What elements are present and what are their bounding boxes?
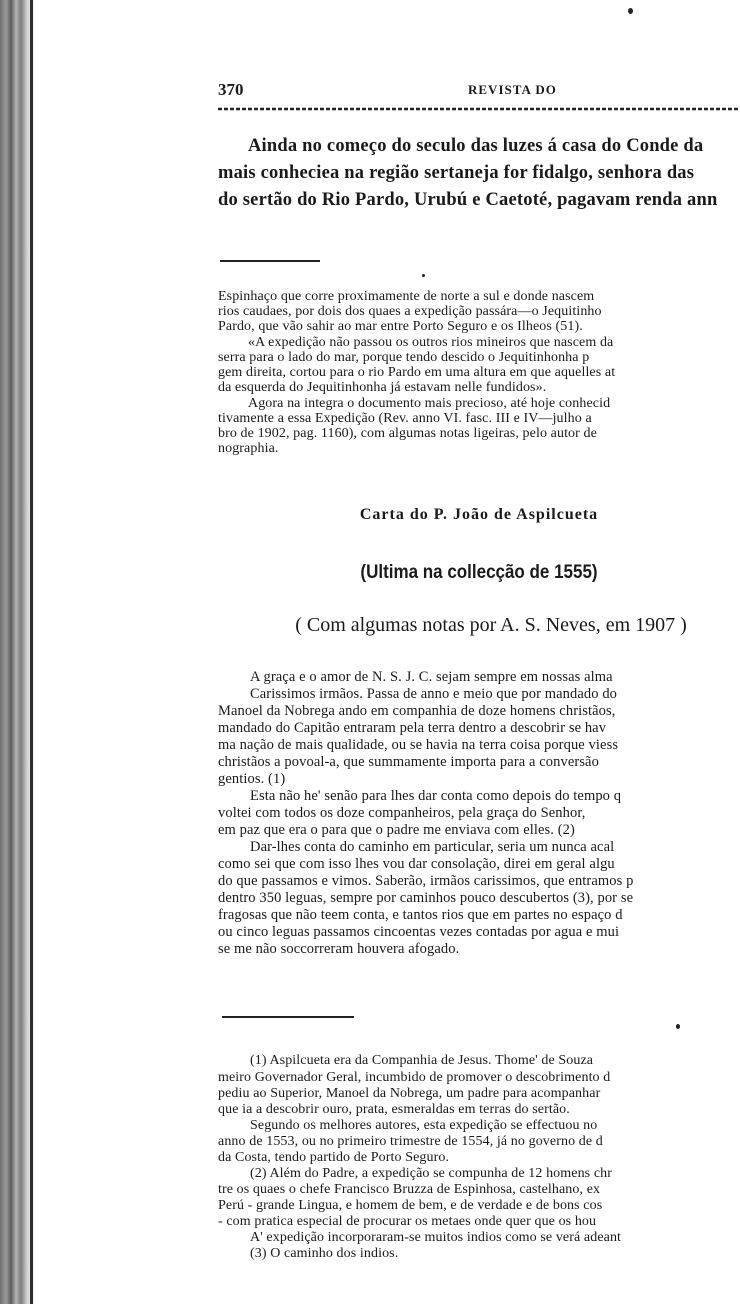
footnote-line: rios caudaes, por dois dos quaes a expedição passára—o Jequitinho [218, 305, 602, 319]
footnote-line: «A expedição não passou os outros rios mineiros que nascem da [248, 336, 614, 350]
lead-line: Ainda no começo do seculo das luzes á casa do Conde da [248, 136, 704, 156]
footnote-line: (1) Aspilcueta era da Companhia de Jesus. Thome' de Souza [250, 1054, 594, 1068]
body-line: ma nação de mais qualidade, ou se havia na terra coisa porque viess [218, 738, 619, 753]
body-line: mandado do Capitão entraram pela terra dentro a descobrir se hav [218, 721, 607, 736]
body-line: fragosas que não teem conta, e tantos rios que em partes no espaço d [218, 908, 623, 923]
spine-shadow-line [30, 0, 33, 1304]
body-line: se me não soccorreram houvera afogado. [218, 942, 460, 957]
footnote-line: Segundo os melhores autores, esta expedição se effectuou no [250, 1119, 598, 1133]
footnote-line: A' expedição incorporaram-se muitos indios como se verá adeant [250, 1231, 622, 1245]
body-line: Dar-lhes conta do caminho em particular, seria um nunca acal [250, 840, 615, 855]
footnote-line: tivamente a essa Expedição (Rev. anno VI. fasc. III e IV—julho a [218, 412, 592, 426]
footnote-line: (2) Além do Padre, a expedição se compunha de 12 homens chr [250, 1167, 613, 1181]
footnote-separator [220, 260, 320, 262]
ink-speck [628, 8, 633, 14]
ink-speck [422, 274, 425, 277]
header-rule [218, 106, 740, 112]
footnote-line: bro de 1902, pag. 1160), com algumas notas ligeiras, pelo autor de [218, 427, 597, 441]
running-head: REVISTA DO [468, 82, 557, 97]
body-line: Esta não he' senão para lhes dar conta como depois do tempo q [250, 789, 622, 804]
body-line: gentios. (1) [218, 772, 286, 787]
footnote-line: Pardo, que vão sahir ao mar entre Porto Seguro e os Ilheos (51). [218, 320, 583, 334]
body-line: em paz que era o para que o padre me enviava com elles. (2) [218, 823, 575, 838]
footnote-line: da esquerda do Jequitinhonha já estavam nelle fundidos». [218, 381, 547, 395]
body-line: ou cinco leguas passamos cincoentas vezes contadas por agua e mui [218, 925, 620, 940]
body-line: christãos a povoal-a, que summamente importa para a conversão [218, 755, 599, 770]
footnote-line: Agora na integra o documento mais precioso, até hoje conhecid [248, 397, 611, 411]
letter-subtitle: (Ultima na collecção de 1555) [360, 560, 598, 583]
lead-line: mais conheciea na região sertaneja for fidalgo, senhora das [218, 163, 695, 183]
footnote-line: pediu ao Superior, Manoel da Nobrega, um padre para acompanhar [218, 1087, 601, 1101]
footnote-line: nographia. [218, 442, 279, 456]
footnote-line: que ia a descobrir ouro, prata, esmeraldas em terras do sertão. [218, 1103, 570, 1117]
footnote-line: gem direita, cortou para o rio Pardo em uma altura em que aquelles at [218, 366, 616, 380]
body-line: do que passamos e vimos. Saberão, irmãos carissimos, que entramos p [218, 874, 634, 889]
letter-notes-credit: ( Com algumas notas por A. S. Neves, em 1907 ) [295, 614, 687, 636]
lead-line: do sertão do Rio Pardo, Urubú e Caetoté, pagavam renda ann [218, 190, 718, 210]
footnote-line: Perú - grande Lingua, e homem de bem, e de verdade e de bons cos [218, 1199, 603, 1213]
footnote-line: Espinhaço que corre proximamente de norte a sul e donde nascem [218, 290, 595, 304]
page-number: 370 [218, 80, 244, 99]
footnote-line: - com pratica especial de procurar os metaes onde quer que os hou [218, 1215, 597, 1229]
footnote-line: anno de 1553, ou no primeiro trimestre de 1554, já no governo de d [218, 1135, 603, 1149]
footnote-line: serra para o lado do mar, porque tendo descido o Jequitinhonha p [218, 351, 590, 365]
body-line: A graça e o amor de N. S. J. C. sejam sempre em nossas alma [250, 670, 613, 685]
body-line: como sei que com isso lhes vou dar consolação, direi em geral algu [218, 857, 615, 872]
letter-title: Carta do P. João de Aspilcueta [359, 506, 599, 523]
body-line: voltei com todos os doze companheiros, pela graça do Senhor, [218, 806, 586, 821]
footnote-line: (3) O caminho dos indios. [250, 1247, 399, 1261]
footnote-line: meiro Governador Geral, incumbido de promover o descobrimento d [218, 1071, 611, 1085]
ink-speck [676, 1024, 680, 1029]
body-line: dentro 350 leguas, sempre por caminhos pouco descubertos (3), por se [218, 891, 634, 906]
body-line: Carissimos irmãos. Passa de anno e meio que por mandado do [250, 687, 618, 702]
footnote-separator [222, 1016, 354, 1018]
footnote-line: da Costa, tendo partido de Porto Seguro. [218, 1151, 450, 1165]
body-line: Manoel da Nobrega ando em companhia de doze homens christãos, [218, 704, 616, 719]
footnote-line: tre os quaes o chefe Francisco Bruzza de Espinhosa, castelhano, ex [218, 1183, 601, 1197]
